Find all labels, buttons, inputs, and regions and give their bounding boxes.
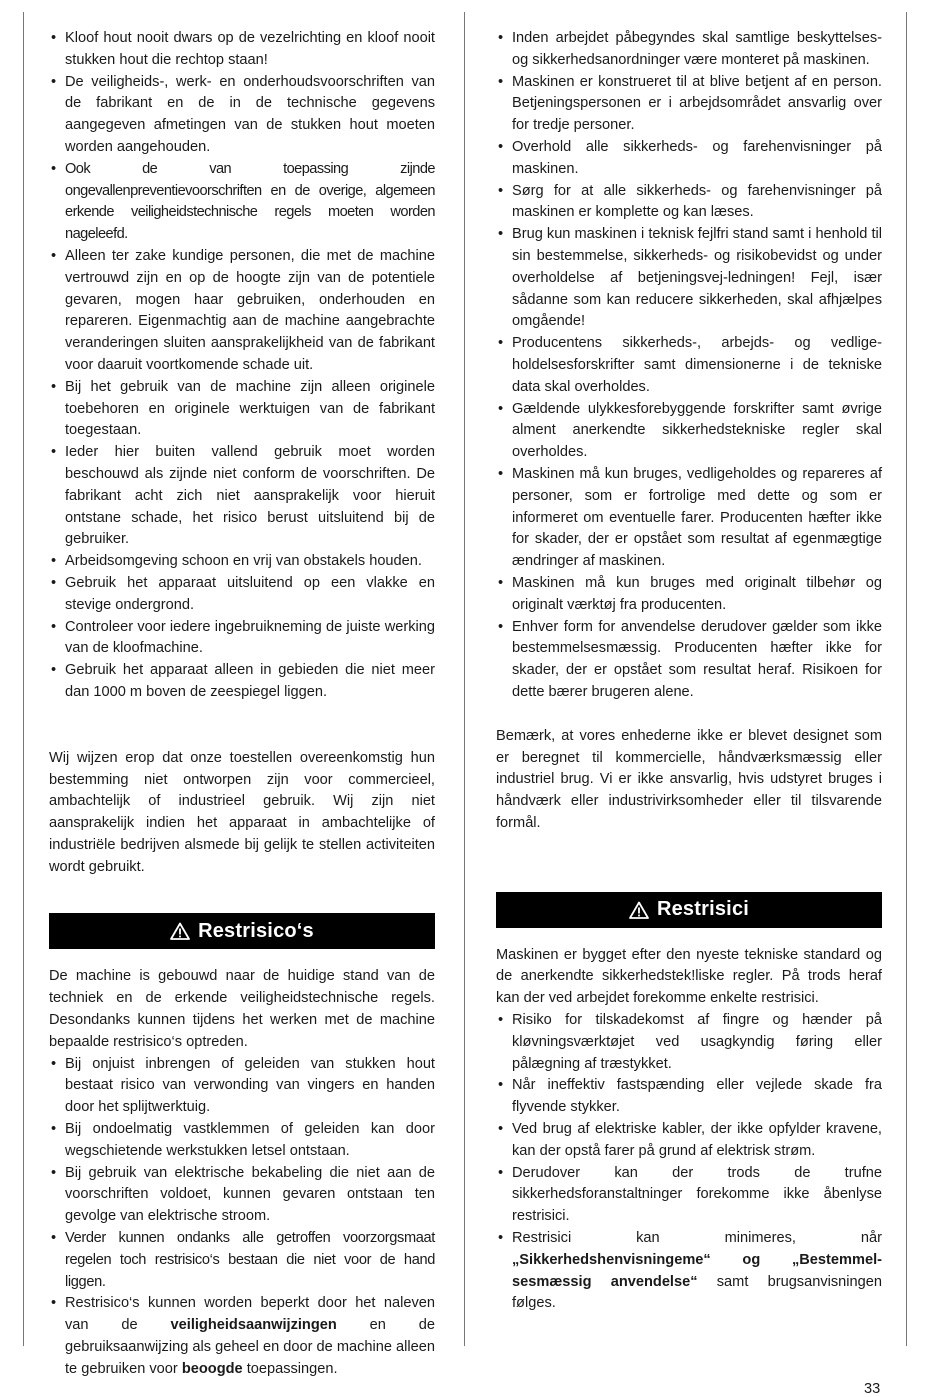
commercial-use-note: Wij wijzen erop dat onze toestellen overeenkomstig hun bestemming niet ontworpen zijn voor commercieel, ambachtelijk of industrieel gebruik. Wij zijn niet aansprakelijk indien het apparaat in ambachtelijke of industriële bedrijven alsmede bij gelijk te stellen activiteiten wordt gebruikt. [49, 749, 435, 875]
list-item: • Gebruik het apparaat uitsluitend op een vlakke en stevige ondergrond. [49, 573, 435, 617]
list-item: • Producentens sikkerheds-, arbejds- og vedlige-holdelsesforskrifter samt dimensionerne i de tekniske data skal overholdes. [496, 333, 882, 398]
list-item: • Bij het gebruik van de machine zijn alleen originele toebehoren en originele werktuigen van de fabrikant toegestaan. [49, 377, 435, 442]
warning-triangle-icon [170, 922, 190, 940]
list-item: • Restrisici kan minimeres, når „Sikkerhedshenvisningeme“ og „Bestemmel-sesmæssig anvendelse“ samt brugsanvisningen følges. [496, 1228, 882, 1315]
safety-list-danish [496, 28, 882, 704]
list-item: • Ook de van toepassing zijnde ongevallenpreventievoorschriften en de overige, algemeen erkende veiligheidstechnische regels moeten worden nageleefd. [49, 159, 435, 246]
list-item: • Ved brug af elektriske kabler, der ikke opfylder kravene, kan der opstå farer på grund af elektrisk strøm. [496, 1119, 882, 1163]
list-item: • Overhold alle sikkerheds- og farehenvisninger på maskinen. [496, 137, 882, 181]
page-number: 33 [864, 1381, 881, 1397]
section-header-restrisicos [49, 913, 435, 949]
list-item: • Controleer voor iedere ingebruikneming de juiste werking van de kloofmachine. [49, 617, 435, 661]
center-column-rule [464, 12, 465, 1346]
list-item: • Arbeidsomgeving schoon en vrij van obstakels houden. [49, 551, 435, 573]
list-item: • Sørg for at alle sikkerheds- og farehenvisninger på maskinen er komplette og kan læses. [496, 181, 882, 225]
list-item: • Enhver form for anvendelse derudover gælder som ikke bestemmelsesmæssig. Producenten hæfter ikke for skader, der er opstået som resultat heraf. Risikoen for dette bærer brugeren alene. [496, 617, 882, 704]
commercial-use-note: Bemærk, at vores enhederne ikke er blevet designet som er beregnet til kommercielle, håndværksmæssig eller industriel brug. Vi er ikke ansvarlig, hvis udstyret bruges i håndværk eller industrivirksomheder eller til tilsvarende formål. [496, 727, 882, 831]
section-intro: Maskinen er bygget efter den nyeste tekniske standard og de anerkendte sikkerhedstek!liske regler. På trods heraf kan der ved arbejdet forekomme enkelte restrisici. [496, 946, 882, 1007]
list-item: • Gebruik het apparaat alleen in gebieden die niet meer dan 1000 m boven de zeespiegel liggen. [49, 660, 435, 704]
column-dutch [49, 28, 435, 1381]
left-margin-rule [23, 12, 24, 1346]
column-danish [496, 28, 882, 1315]
section-header-restrisici [496, 892, 882, 928]
residual-risk-list-dutch [49, 1054, 435, 1381]
list-item: • Maskinen må kun bruges, vedligeholdes og repareres af personer, som er fortrolige med dette og som er informeret om eventuelle farer. Producenten hæfter ikke for skader, der er opstået som resultat af egenmægtige ændringer af maskinen. [496, 464, 882, 573]
list-item: • Bij ondoelmatig vastklemmen of geleiden kan door wegschietende werkstukken letsel ontstaan. [49, 1119, 435, 1163]
list-item: • Bij onjuist inbrengen of geleiden van stukken hout bestaat risico van verwonding van vingers en handen door het splijtwerktuig. [49, 1054, 435, 1119]
list-item: • Derudover kan der trods de trufne sikkerhedsforanstaltninger forekomme ikke åbenlyse restrisici. [496, 1163, 882, 1228]
right-margin-rule [906, 12, 907, 1346]
list-item: • Bij gebruik van elektrische bekabeling die niet aan de voorschriften voldoet, kunnen gevaren ontstaan ten gevolge van elektrische stroom. [49, 1163, 435, 1228]
list-item: • Restrisico‘s kunnen worden beperkt door het naleven van de veiligheidsaanwijzingen en de gebruiksaanwijzing als geheel en door de machine alleen te gebruiken voor beoogde toepassingen. [49, 1293, 435, 1380]
list-item: • Gældende ulykkesforebyggende forskrifter samt øvrige alment anerkendte sikkerhedstekniske regler skal overholdes. [496, 399, 882, 464]
list-item: • Kloof hout nooit dwars op de vezelrichting en kloof nooit stukken hout die rechtop staan! [49, 28, 435, 72]
list-item: • Brug kun maskinen i teknisk fejlfri stand samt i henhold til sin bestemmelse, sikkerheds- og risikobevidst og under overholdelse af betjeningsvej-ledningen! Fejl, især sådanne som kan reducere sikkerheden, skal afhjælpes omgående! [496, 224, 882, 333]
section-title: Restrisici [656, 897, 750, 920]
list-item: • De veiligheids-, werk- en onderhoudsvoorschriften van de fabrikant en de in de technische gegevens aangegeven afmetingen van de stukken hout moeten worden aangehouden. [49, 72, 435, 159]
list-item: • Ieder hier buiten vallend gebruik moet worden beschouwd als zijnde niet conform de voorschriften. De fabrikant acht zich niet aansprakelijk voor hieruit ontstane schade, het risico berust uitsluitend bij de gebruiker. [49, 442, 435, 551]
list-item: • Risiko for tilskadekomst af fingre og hænder på kløvningsværktøjet ved usagkyndig føring eller pålægning af træstykket. [496, 1010, 882, 1075]
warning-triangle-icon [629, 901, 649, 919]
list-item: • Maskinen er konstrueret til at blive betjent af en person. Betjeningspersonen er i arbejdsområdet ansvarlig over for tredje personer. [496, 72, 882, 137]
residual-risk-list-danish [496, 1010, 882, 1315]
list-item: • Alleen ter zake kundige personen, die met de machine vertrouwd zijn en op de hoogte zijn van de potentiele gevaren, mogen haar gebruiken, onderhouden en repareren. Eigenmachtig aan de machine aangebrachte veranderingen sluiten aansprakelijkheid van de fabrikant voor daaruit voortkomende schade uit. [49, 246, 435, 377]
section-intro: De machine is gebouwd naar de huidige stand van de techniek en de erkende veiligheidstechnische regels. Desondanks kunnen tijdens het werken met de machine bepaalde restrisico‘s optreden. [49, 968, 435, 1050]
list-item: • Maskinen må kun bruges med originalt tilbehør og originalt værktøj fra producenten. [496, 573, 882, 617]
safety-list-dutch [49, 28, 435, 704]
list-item: • Når ineffektiv fastspænding eller vejlede skade fra flyvende stykker. [496, 1075, 882, 1119]
section-title: Restrisico‘s [198, 919, 314, 942]
list-item: • Verder kunnen ondanks alle getroffen voorzorgsmaat regelen toch restrisico‘s bestaan die niet voor de hand liggen. [49, 1228, 435, 1293]
list-item: • Inden arbejdet påbegyndes skal samtlige beskyttelses- og sikkerhedsanordninger være monteret på maskinen. [496, 28, 882, 72]
